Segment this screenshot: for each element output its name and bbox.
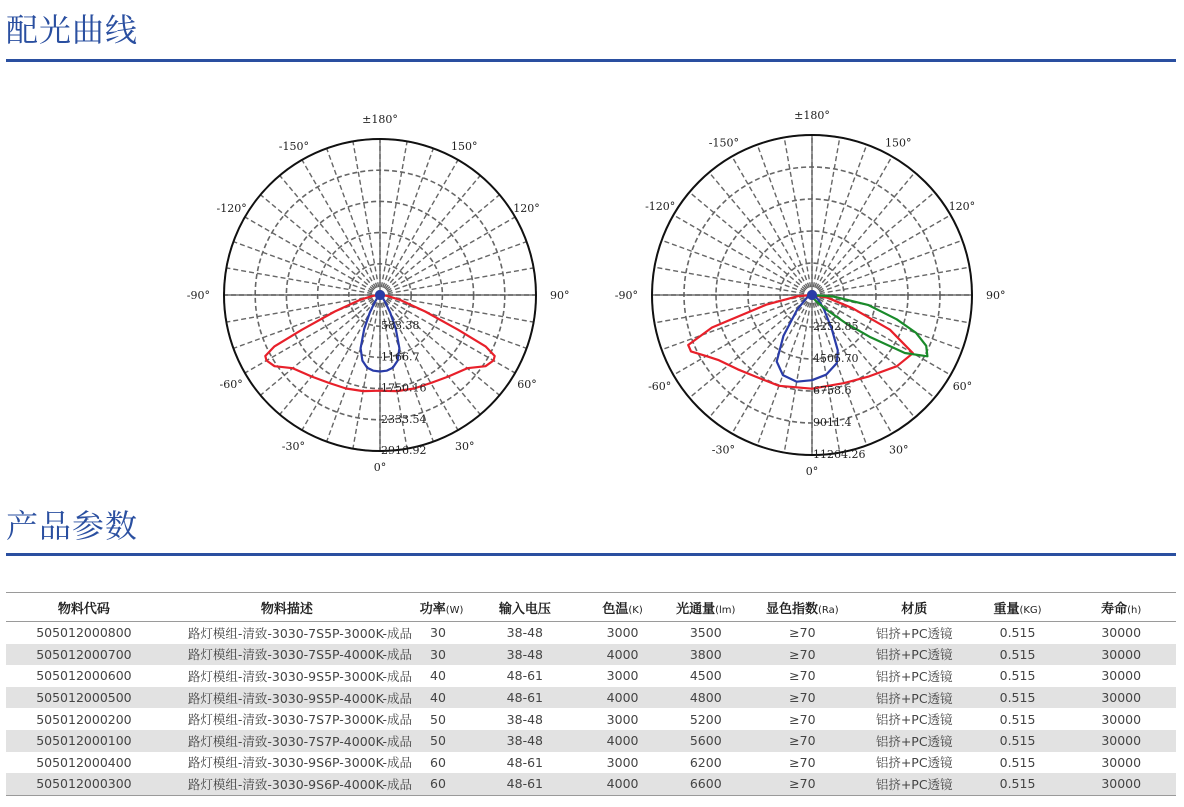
polar-spoke [689, 192, 812, 295]
angle-label: 150° [451, 139, 478, 153]
table-cell: ≥70 [745, 730, 860, 752]
angle-label: 60° [517, 378, 537, 391]
table-cell: 3800 [667, 644, 745, 666]
table-cell: 60 [412, 773, 471, 795]
table-cell: 30000 [1066, 730, 1176, 752]
polar-spoke [812, 192, 935, 295]
table-cell: ≥70 [745, 687, 860, 709]
column-header-unit: (W) [445, 604, 464, 616]
table-cell: 路灯模组-清致-3030-7S5P-4000K-成品 [162, 644, 412, 666]
polar-spoke [380, 175, 480, 295]
polar-chart-left [187, 113, 570, 474]
table-row [6, 665, 1176, 687]
table-cell: 路灯模组-清致-3030-7S7P-3000K-成品 [187, 712, 413, 728]
table-cell: ≥70 [789, 754, 816, 770]
polar-spoke [732, 156, 812, 295]
table-cell: 4000 [579, 730, 667, 752]
polar-spoke [709, 172, 812, 295]
section-divider [6, 59, 1176, 62]
table-cell: 0.515 [969, 730, 1067, 752]
table-cell: 铝挤+PC透镜 [860, 687, 969, 709]
table-cell: 30000 [1101, 754, 1142, 770]
radial-label: 2252.85 [813, 320, 859, 333]
table-cell: 路灯模组-清致-3030-9S5P-3000K-成品 [187, 668, 413, 684]
polar-center [375, 290, 385, 300]
table-cell: 4800 [667, 687, 745, 709]
angle-label: -120° [645, 200, 676, 213]
table-cell: 6200 [689, 754, 722, 770]
radial-label: 4505.70 [813, 352, 859, 365]
table-cell: 30000 [1101, 625, 1142, 641]
column-header [471, 593, 578, 622]
column-header-unit: (K) [628, 604, 643, 616]
table-cell: ≥70 [745, 644, 860, 666]
table-cell: 3000 [606, 625, 639, 641]
radial-label: 9011.4 [813, 416, 852, 429]
radial-label: 2333.54 [381, 412, 427, 426]
table-cell: 50 [412, 730, 471, 752]
table-cell: 铝挤+PC透镜 [860, 730, 969, 752]
table-row [6, 752, 1176, 774]
table-cell: ≥70 [789, 625, 816, 641]
table-cell: 铝挤+PC透镜 [875, 668, 953, 684]
table-cell: 38-48 [471, 644, 578, 666]
column-header [6, 593, 162, 622]
table-cell: 4500 [689, 668, 722, 684]
angle-label: 90° [550, 289, 570, 302]
table-cell: 3500 [689, 625, 722, 641]
table-cell: 6600 [667, 773, 745, 795]
angle-label: ±180° [362, 113, 398, 126]
column-header-label: 色温 [602, 601, 629, 617]
table-cell: 60 [430, 754, 446, 770]
intensity-curve-1 [777, 295, 838, 382]
polar-spoke [732, 295, 812, 434]
table-cell: 38-48 [506, 625, 543, 641]
angle-label: 30° [455, 440, 475, 454]
table-cell: 5600 [667, 730, 745, 752]
table-cell: 30000 [1101, 668, 1142, 684]
table-cell: ≥70 [789, 711, 816, 727]
table-cell: 505012000400 [36, 754, 132, 770]
angle-label: 150° [885, 136, 912, 150]
table-cell: 505012000500 [6, 687, 162, 709]
column-header [412, 593, 471, 622]
table-cell: 0.515 [999, 625, 1036, 641]
column-header [745, 593, 860, 622]
radial-label: 6758.6 [813, 384, 852, 397]
column-header-label: 功率 [419, 601, 446, 617]
polar-chart-right [615, 109, 1006, 478]
column-header [1066, 593, 1176, 622]
table-cell: 4000 [579, 773, 667, 795]
table-header-row [6, 593, 1176, 622]
table-cell: 铝挤+PC透镜 [875, 625, 953, 641]
section-divider [6, 553, 1176, 556]
section-title-light-distribution: 配光曲线 [6, 11, 139, 49]
polar-center [807, 290, 817, 300]
table-cell: 路灯模组-清致-3030-9S5P-4000K-成品 [162, 687, 412, 709]
angle-label: 90° [986, 289, 1006, 302]
column-header-label: 物料代码 [57, 601, 110, 617]
radial-label: 2916.92 [381, 444, 427, 457]
column-header-label: 显色指数 [766, 601, 819, 617]
angle-label: -30° [281, 440, 305, 454]
angle-label: -150° [278, 139, 309, 153]
angle-label: 120° [513, 202, 540, 215]
table-cell: 铝挤+PC透镜 [875, 755, 953, 771]
table-cell: 50 [430, 711, 446, 727]
angle-label: -30° [711, 443, 735, 457]
column-header-unit: (lm) [715, 604, 736, 616]
table-cell: 48-61 [471, 687, 578, 709]
radial-label: 583.38 [381, 319, 420, 333]
polar-spoke [709, 295, 812, 418]
table-cell: 3000 [606, 711, 639, 727]
table-cell: 505012000800 [36, 625, 132, 641]
column-header-unit: (h) [1127, 604, 1142, 616]
table-cell: 30000 [1066, 687, 1176, 709]
table-row [6, 708, 1176, 730]
angle-label: 60° [952, 380, 973, 393]
table-cell: 4000 [579, 644, 667, 666]
column-header-label: 寿命 [1101, 601, 1128, 617]
angle-label: -120° [216, 202, 247, 215]
table-row [6, 730, 1176, 752]
table-row [6, 773, 1176, 795]
polar-spoke [812, 295, 935, 398]
polar-spoke [812, 215, 951, 295]
column-header-label: 重量 [993, 601, 1020, 617]
radial-label: 1166.7 [381, 350, 420, 364]
angle-label: -60° [648, 380, 672, 393]
column-header [579, 593, 667, 622]
angle-label: 0° [805, 465, 819, 478]
table-cell: 30000 [1066, 773, 1176, 795]
table-cell: 3000 [606, 754, 639, 770]
table-cell: 505012000700 [6, 644, 162, 666]
table-cell: 5200 [689, 711, 722, 727]
radial-label: 11264.26 [813, 448, 866, 461]
table-cell: 30000 [1101, 711, 1142, 727]
table-row [6, 687, 1176, 709]
column-header-label: 输入电压 [498, 601, 551, 617]
polar-spoke [280, 175, 380, 295]
column-header [162, 593, 412, 622]
table-cell: 0.515 [999, 711, 1036, 727]
table-cell: 铝挤+PC透镜 [860, 644, 969, 666]
table-cell: ≥70 [789, 668, 816, 684]
table-cell: 48-61 [471, 773, 578, 795]
table-row [6, 644, 1176, 666]
column-header [969, 593, 1067, 622]
column-header-label: 材质 [901, 601, 928, 617]
polar-spoke [812, 172, 915, 295]
polar-spoke [812, 156, 892, 295]
column-header-unit: (KG) [1019, 604, 1042, 616]
column-header-label: 物料描述 [260, 601, 313, 617]
table-cell: 505012000100 [6, 730, 162, 752]
table-cell: 铝挤+PC透镜 [875, 712, 953, 728]
angle-label: 120° [948, 200, 976, 213]
table-cell: 40 [430, 668, 446, 684]
table-cell: ≥70 [745, 773, 860, 795]
table-cell: 3000 [606, 668, 639, 684]
table-cell: 0.515 [999, 668, 1036, 684]
table-cell: 40 [412, 687, 471, 709]
angle-label: -90° [186, 289, 210, 302]
column-header-label: 光通量 [676, 601, 716, 617]
table-cell: 505012000600 [36, 668, 132, 684]
table-cell: 路灯模组-清致-3030-7S7P-4000K-成品 [162, 730, 412, 752]
table-cell: 铝挤+PC透镜 [860, 773, 969, 795]
table-cell: 38-48 [471, 730, 578, 752]
table-cell: 30 [412, 644, 471, 666]
table-cell: 48-61 [506, 668, 543, 684]
table-cell: 0.515 [969, 644, 1067, 666]
angle-label: ±180° [794, 109, 830, 122]
product-params-table [6, 592, 1176, 796]
table-cell: 路灯模组-清致-3030-9S6P-4000K-成品 [162, 773, 412, 795]
column-header-unit: (Ra) [818, 604, 839, 616]
column-header [860, 593, 969, 622]
angle-label: 0° [373, 461, 387, 474]
radial-label: 1750.16 [381, 381, 427, 395]
column-header [667, 593, 745, 622]
table-cell: 0.515 [999, 754, 1036, 770]
table-cell: 30 [430, 625, 446, 641]
angle-label: 30° [889, 443, 909, 457]
polar-charts [0, 70, 1184, 490]
table-cell: 505012000200 [36, 711, 132, 727]
angle-label: -90° [614, 289, 638, 302]
table-cell: 38-48 [506, 711, 543, 727]
angle-label: -60° [219, 378, 243, 391]
table-body [6, 622, 1176, 796]
table-cell: 0.515 [969, 687, 1067, 709]
table-cell: 路灯模组-清致-3030-9S6P-3000K-成品 [187, 755, 413, 771]
section-title-product-params: 产品参数 [6, 507, 139, 545]
table-cell: 505012000300 [6, 773, 162, 795]
angle-label: -150° [708, 136, 739, 150]
table-cell: 4000 [579, 687, 667, 709]
table-cell: 30000 [1066, 644, 1176, 666]
table-cell: 0.515 [969, 773, 1067, 795]
table-cell: 48-61 [506, 754, 543, 770]
polar-spoke [673, 215, 812, 295]
table-row [6, 622, 1176, 644]
polar-spoke [673, 295, 812, 375]
table-cell: 路灯模组-清致-3030-7S5P-3000K-成品 [187, 625, 413, 641]
